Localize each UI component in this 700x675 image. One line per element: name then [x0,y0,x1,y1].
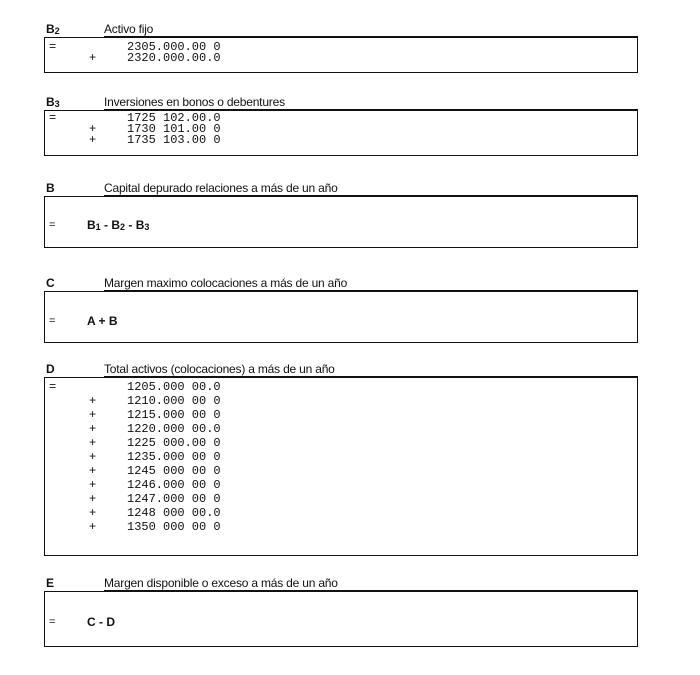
operator: + [89,478,97,492]
section-b3 [44,95,638,156]
section-d [44,362,638,556]
account-row [45,506,637,520]
operator: + [89,520,97,534]
account-code: 1725 102.00.0 [127,111,221,125]
section-header [44,276,638,290]
section-header [44,22,638,36]
operator: + [89,133,97,147]
account-code: 1235.000 00 0 [127,450,221,464]
operator: = [49,40,57,54]
account-row [45,422,637,436]
operator: + [89,122,97,136]
operator: + [89,464,97,478]
account-list-box [44,377,638,556]
operator: + [89,394,97,408]
section-title: Total activos (colocaciones) a más de un año [104,362,335,376]
account-row [45,135,637,146]
section-header [44,95,638,109]
account-code: 1205.000 00.0 [127,380,221,394]
section-header [44,362,638,376]
account-code: 2305.000.00 0 [127,40,221,54]
operator: + [89,506,97,520]
section-code: $B_3$ [46,95,60,109]
account-row [45,450,637,464]
section-header [44,576,638,590]
section-c [44,276,638,343]
operator: = [49,616,56,628]
account-code: 1210.000 00 0 [127,394,221,408]
account-code: 1248 000 00.0 [127,506,221,520]
account-row [45,464,637,478]
account-row [45,436,637,450]
operator: = [49,111,57,125]
section-code: $B_2$ [46,22,60,36]
operator: = [49,380,57,394]
section-title: Capital depurado relaciones a más de un año [104,181,338,195]
formula-box [44,291,638,343]
section-code: D [46,362,55,376]
formula: $B_1 - B_2 - B_3$ [87,218,150,232]
account-code: 1730 101.00 0 [127,122,221,136]
section-b [44,181,638,248]
account-code: 2320.000.00.0 [127,51,221,65]
account-code: 1225 000.00 0 [127,436,221,450]
operator: + [89,51,97,65]
section-code: E [46,576,55,590]
operator: + [89,436,97,450]
account-code: 1246.000 00 0 [127,478,221,492]
formula-box [44,196,638,248]
section-b2 [44,22,638,73]
account-code: 1215.000 00 0 [127,408,221,422]
account-row [45,492,637,506]
operator: + [89,408,97,422]
section-title: Margen disponible o exceso a más de un año [104,576,338,590]
section-e [44,576,638,647]
formula: A + B [87,314,118,328]
formula: C - D [87,615,115,629]
account-row [45,408,637,422]
account-code: 1247.000 00 0 [127,492,221,506]
section-code: B [46,181,55,195]
section-title: Margen maximo colocaciones a más de un año [104,276,348,290]
account-code: 1350 000 00 0 [127,520,221,534]
account-code: 1245 000 00 0 [127,464,221,478]
section-title: Activo fijo [104,22,154,36]
account-list-box [44,110,638,156]
account-row [45,380,637,394]
account-row [45,394,637,408]
operator: = [49,315,56,327]
operator: + [89,492,97,506]
section-title: Inversiones en bonos o debentures [104,95,285,109]
formula-box [44,591,638,647]
section-header [44,181,638,195]
account-list-box [44,37,638,73]
operator: = [49,219,56,231]
operator: + [89,422,97,436]
section-code: C [46,276,55,290]
account-row [45,53,637,64]
account-code: 1220.000 00.0 [127,422,221,436]
account-row [45,520,637,534]
account-code: 1735 103.00 0 [127,133,221,147]
account-row [45,478,637,492]
operator: + [89,450,97,464]
